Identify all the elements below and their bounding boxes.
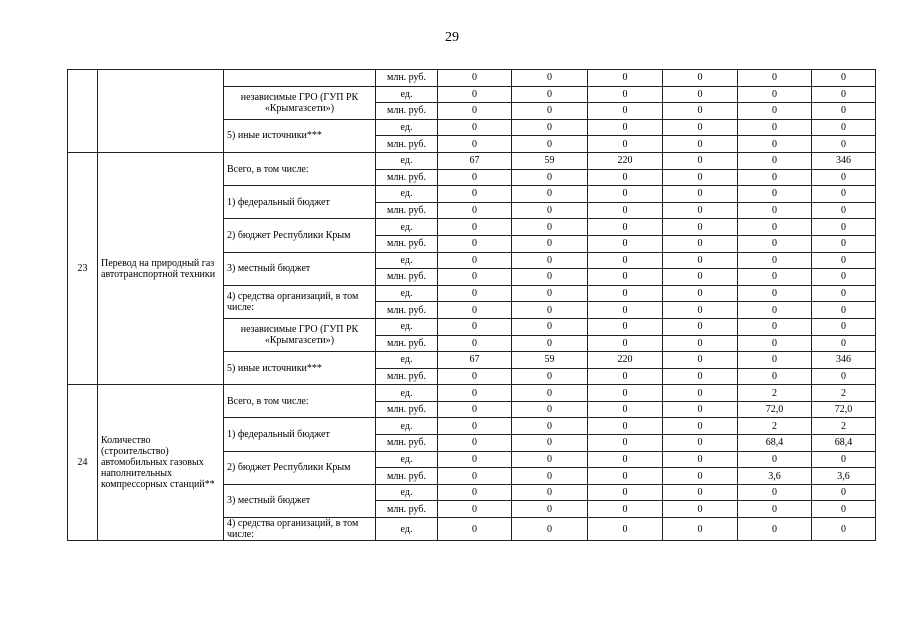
value-cell: 0 xyxy=(663,235,738,252)
value-cell: 0 xyxy=(738,302,812,319)
value-cell: 0 xyxy=(738,335,812,352)
value-cell: 0 xyxy=(663,484,738,501)
value-cell: 0 xyxy=(663,335,738,352)
value-cell: 0 xyxy=(588,418,663,435)
source-label: Всего, в том числе: xyxy=(224,152,376,185)
value-cell: 0 xyxy=(512,518,588,541)
value-cell: 0 xyxy=(812,518,876,541)
value-cell: 0 xyxy=(438,385,512,402)
source-label: 4) средства организаций, в том числе: xyxy=(224,518,376,541)
value-cell: 0 xyxy=(663,119,738,136)
value-cell: 0 xyxy=(738,318,812,335)
value-cell: 0 xyxy=(512,269,588,286)
value-cell: 0 xyxy=(663,302,738,319)
value-cell: 0 xyxy=(438,103,512,120)
value-cell: 0 xyxy=(663,136,738,153)
value-cell: 0 xyxy=(738,202,812,219)
value-cell: 0 xyxy=(812,451,876,468)
value-cell: 0 xyxy=(438,285,512,302)
value-cell: 0 xyxy=(812,484,876,501)
value-cell: 0 xyxy=(812,169,876,186)
unit-cell: млн. руб. xyxy=(376,235,438,252)
value-cell: 0 xyxy=(812,269,876,286)
value-cell: 0 xyxy=(738,368,812,385)
item-name xyxy=(98,70,224,153)
value-cell: 0 xyxy=(588,368,663,385)
value-cell: 0 xyxy=(438,252,512,269)
value-cell: 0 xyxy=(438,136,512,153)
value-cell: 0 xyxy=(512,484,588,501)
unit-cell: ед. xyxy=(376,219,438,236)
value-cell: 0 xyxy=(663,169,738,186)
value-cell: 0 xyxy=(738,136,812,153)
value-cell: 0 xyxy=(588,186,663,203)
value-cell: 0 xyxy=(588,70,663,87)
value-cell: 0 xyxy=(588,451,663,468)
unit-cell: млн. руб. xyxy=(376,269,438,286)
value-cell: 59 xyxy=(512,352,588,369)
value-cell: 0 xyxy=(588,501,663,518)
value-cell: 0 xyxy=(738,186,812,203)
value-cell: 0 xyxy=(663,219,738,236)
table-row xyxy=(68,152,876,169)
unit-cell: ед. xyxy=(376,86,438,103)
value-cell: 0 xyxy=(438,451,512,468)
value-cell: 0 xyxy=(438,202,512,219)
value-cell: 0 xyxy=(738,86,812,103)
value-cell: 0 xyxy=(812,318,876,335)
value-cell: 220 xyxy=(588,152,663,169)
value-cell: 0 xyxy=(512,86,588,103)
value-cell: 0 xyxy=(588,136,663,153)
value-cell: 0 xyxy=(438,401,512,418)
value-cell: 0 xyxy=(438,518,512,541)
value-cell: 0 xyxy=(663,285,738,302)
table-row xyxy=(68,70,876,87)
value-cell: 0 xyxy=(588,285,663,302)
value-cell: 0 xyxy=(588,484,663,501)
unit-cell: ед. xyxy=(376,518,438,541)
value-cell: 0 xyxy=(588,335,663,352)
value-cell: 0 xyxy=(588,202,663,219)
value-cell: 0 xyxy=(512,335,588,352)
value-cell: 0 xyxy=(738,484,812,501)
value-cell: 0 xyxy=(663,152,738,169)
value-cell: 0 xyxy=(738,285,812,302)
value-cell: 0 xyxy=(438,269,512,286)
source-label: 5) иные источники*** xyxy=(224,119,376,152)
item-number: 23 xyxy=(68,152,98,384)
value-cell: 0 xyxy=(663,186,738,203)
item-number xyxy=(68,70,98,153)
unit-cell: ед. xyxy=(376,418,438,435)
value-cell: 0 xyxy=(438,70,512,87)
value-cell: 0 xyxy=(438,484,512,501)
value-cell: 0 xyxy=(738,70,812,87)
value-cell: 0 xyxy=(663,103,738,120)
value-cell: 0 xyxy=(438,86,512,103)
source-label: 1) федеральный бюджет xyxy=(224,186,376,219)
value-cell: 0 xyxy=(738,169,812,186)
value-cell: 0 xyxy=(438,435,512,452)
source-label: независимые ГРО (ГУП РК «Крымгазсети») xyxy=(224,86,376,119)
value-cell: 0 xyxy=(738,518,812,541)
value-cell: 72,0 xyxy=(738,401,812,418)
value-cell: 0 xyxy=(663,269,738,286)
value-cell: 0 xyxy=(663,86,738,103)
value-cell: 0 xyxy=(512,501,588,518)
unit-cell: млн. руб. xyxy=(376,302,438,319)
unit-cell: млн. руб. xyxy=(376,169,438,186)
value-cell: 220 xyxy=(588,352,663,369)
value-cell: 0 xyxy=(438,318,512,335)
value-cell: 0 xyxy=(812,219,876,236)
value-cell: 0 xyxy=(738,103,812,120)
value-cell: 0 xyxy=(512,302,588,319)
unit-cell: млн. руб. xyxy=(376,335,438,352)
value-cell: 0 xyxy=(512,401,588,418)
value-cell: 0 xyxy=(812,335,876,352)
unit-cell: млн. руб. xyxy=(376,435,438,452)
value-cell: 0 xyxy=(663,368,738,385)
unit-cell: ед. xyxy=(376,318,438,335)
program-table xyxy=(67,69,876,541)
value-cell: 0 xyxy=(812,501,876,518)
unit-cell: млн. руб. xyxy=(376,401,438,418)
value-cell: 0 xyxy=(438,501,512,518)
value-cell: 0 xyxy=(512,169,588,186)
unit-cell: ед. xyxy=(376,252,438,269)
value-cell: 0 xyxy=(812,70,876,87)
source-label: 3) местный бюджет xyxy=(224,252,376,285)
value-cell: 0 xyxy=(663,418,738,435)
value-cell: 0 xyxy=(438,169,512,186)
value-cell: 0 xyxy=(438,335,512,352)
value-cell: 68,4 xyxy=(738,435,812,452)
source-label: 2) бюджет Республики Крым xyxy=(224,219,376,252)
unit-cell: ед. xyxy=(376,385,438,402)
unit-cell: ед. xyxy=(376,484,438,501)
value-cell: 0 xyxy=(738,252,812,269)
unit-cell: млн. руб. xyxy=(376,202,438,219)
unit-cell: млн. руб. xyxy=(376,70,438,87)
value-cell: 0 xyxy=(438,119,512,136)
value-cell: 0 xyxy=(512,318,588,335)
value-cell: 0 xyxy=(738,152,812,169)
source-label xyxy=(224,70,376,87)
value-cell: 0 xyxy=(738,269,812,286)
unit-cell: млн. руб. xyxy=(376,136,438,153)
value-cell: 0 xyxy=(588,269,663,286)
unit-cell: млн. руб. xyxy=(376,501,438,518)
value-cell: 0 xyxy=(512,219,588,236)
value-cell: 0 xyxy=(588,219,663,236)
value-cell: 0 xyxy=(663,435,738,452)
unit-cell: млн. руб. xyxy=(376,368,438,385)
value-cell: 0 xyxy=(812,302,876,319)
value-cell: 0 xyxy=(663,401,738,418)
value-cell: 0 xyxy=(512,285,588,302)
value-cell: 0 xyxy=(738,501,812,518)
unit-cell: ед. xyxy=(376,119,438,136)
value-cell: 0 xyxy=(588,385,663,402)
value-cell: 0 xyxy=(812,186,876,203)
value-cell: 0 xyxy=(512,468,588,485)
value-cell: 0 xyxy=(512,70,588,87)
value-cell: 0 xyxy=(588,435,663,452)
value-cell: 68,4 xyxy=(812,435,876,452)
value-cell: 0 xyxy=(588,252,663,269)
unit-cell: ед. xyxy=(376,285,438,302)
value-cell: 0 xyxy=(512,252,588,269)
value-cell: 0 xyxy=(588,119,663,136)
item-name: Количество (строительство) автомобильных газовых наполнительных компрессорных станций** xyxy=(98,385,224,541)
value-cell: 0 xyxy=(512,103,588,120)
value-cell: 0 xyxy=(512,368,588,385)
value-cell: 0 xyxy=(512,435,588,452)
value-cell: 0 xyxy=(512,136,588,153)
unit-cell: ед. xyxy=(376,186,438,203)
value-cell: 0 xyxy=(438,235,512,252)
value-cell: 0 xyxy=(738,451,812,468)
value-cell: 0 xyxy=(663,468,738,485)
value-cell: 0 xyxy=(438,302,512,319)
value-cell: 67 xyxy=(438,352,512,369)
value-cell: 67 xyxy=(438,152,512,169)
source-label: независимые ГРО (ГУП РК «Крымгазсети») xyxy=(224,318,376,351)
value-cell: 0 xyxy=(812,285,876,302)
unit-cell: ед. xyxy=(376,451,438,468)
item-number: 24 xyxy=(68,385,98,541)
value-cell: 3,6 xyxy=(812,468,876,485)
value-cell: 3,6 xyxy=(738,468,812,485)
value-cell: 0 xyxy=(663,318,738,335)
value-cell: 0 xyxy=(512,119,588,136)
value-cell: 0 xyxy=(812,235,876,252)
value-cell: 0 xyxy=(588,86,663,103)
value-cell: 0 xyxy=(663,70,738,87)
page-number: 29 xyxy=(445,30,459,45)
value-cell: 0 xyxy=(438,418,512,435)
value-cell: 0 xyxy=(663,518,738,541)
value-cell: 0 xyxy=(663,352,738,369)
value-cell: 59 xyxy=(512,152,588,169)
value-cell: 0 xyxy=(663,385,738,402)
value-cell: 0 xyxy=(438,468,512,485)
value-cell: 0 xyxy=(588,103,663,120)
value-cell: 0 xyxy=(512,186,588,203)
value-cell: 0 xyxy=(663,501,738,518)
value-cell: 0 xyxy=(512,235,588,252)
value-cell: 0 xyxy=(812,86,876,103)
unit-cell: ед. xyxy=(376,352,438,369)
source-label: 2) бюджет Республики Крым xyxy=(224,451,376,484)
value-cell: 0 xyxy=(812,202,876,219)
value-cell: 0 xyxy=(512,451,588,468)
value-cell: 0 xyxy=(812,368,876,385)
value-cell: 0 xyxy=(738,235,812,252)
value-cell: 0 xyxy=(663,451,738,468)
value-cell: 0 xyxy=(738,219,812,236)
value-cell: 2 xyxy=(812,385,876,402)
unit-cell: ед. xyxy=(376,152,438,169)
source-label: 5) иные источники*** xyxy=(224,352,376,385)
value-cell: 2 xyxy=(738,385,812,402)
value-cell: 0 xyxy=(812,136,876,153)
value-cell: 0 xyxy=(438,368,512,385)
table-row xyxy=(68,385,876,402)
value-cell: 0 xyxy=(812,252,876,269)
source-label: 4) средства организаций, в том числе: xyxy=(224,285,376,318)
value-cell: 2 xyxy=(738,418,812,435)
value-cell: 0 xyxy=(438,186,512,203)
source-label: 1) федеральный бюджет xyxy=(224,418,376,451)
value-cell: 0 xyxy=(588,302,663,319)
value-cell: 0 xyxy=(812,103,876,120)
value-cell: 0 xyxy=(588,235,663,252)
unit-cell: млн. руб. xyxy=(376,103,438,120)
value-cell: 0 xyxy=(588,401,663,418)
value-cell: 0 xyxy=(738,352,812,369)
value-cell: 72,0 xyxy=(812,401,876,418)
value-cell: 0 xyxy=(588,518,663,541)
value-cell: 0 xyxy=(738,119,812,136)
value-cell: 0 xyxy=(512,418,588,435)
value-cell: 0 xyxy=(663,252,738,269)
value-cell: 2 xyxy=(812,418,876,435)
value-cell: 0 xyxy=(512,202,588,219)
value-cell: 346 xyxy=(812,352,876,369)
value-cell: 0 xyxy=(438,219,512,236)
value-cell: 346 xyxy=(812,152,876,169)
value-cell: 0 xyxy=(588,169,663,186)
source-label: Всего, в том числе: xyxy=(224,385,376,418)
source-label: 3) местный бюджет xyxy=(224,484,376,517)
value-cell: 0 xyxy=(588,318,663,335)
value-cell: 0 xyxy=(588,468,663,485)
unit-cell: млн. руб. xyxy=(376,468,438,485)
value-cell: 0 xyxy=(812,119,876,136)
value-cell: 0 xyxy=(663,202,738,219)
value-cell: 0 xyxy=(512,385,588,402)
item-name: Перевод на природный газ автотранспортной техники xyxy=(98,152,224,384)
